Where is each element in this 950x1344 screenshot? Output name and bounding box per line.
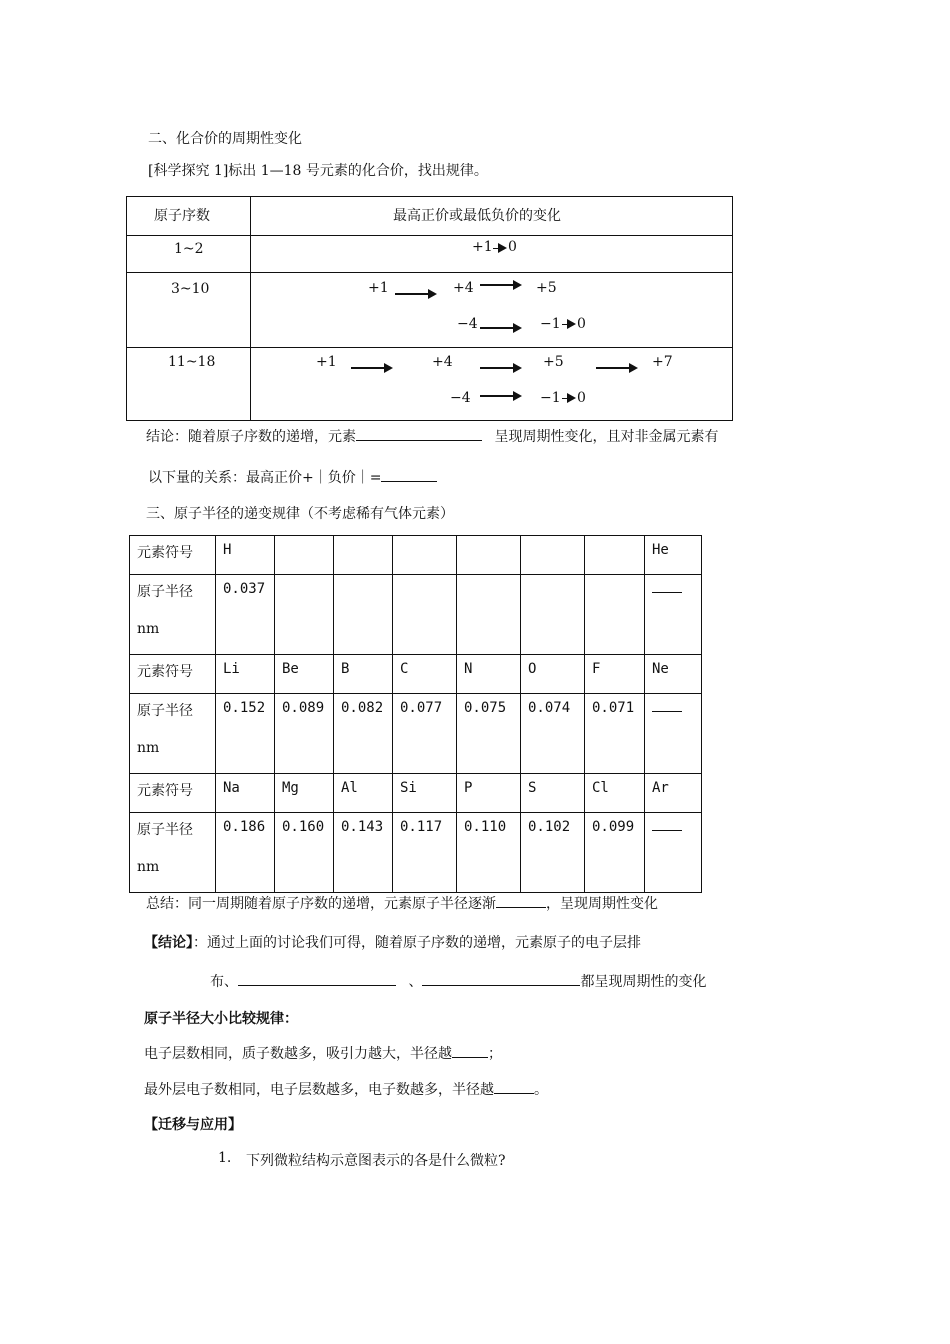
conclusion1-text-b: 呈现周期性变化，且对非金属元素有 <box>494 429 719 445</box>
blank-radius-trend[interactable] <box>496 893 546 908</box>
atomic-radius[interactable] <box>275 575 334 655</box>
valence-value: +1 <box>316 354 337 370</box>
atomic-radius: 0.099 <box>585 813 645 893</box>
valence-value: +1 <box>472 239 493 255</box>
symbol-label: 元素符号 <box>130 774 216 813</box>
element-symbol: F <box>585 655 645 694</box>
table-row <box>130 813 702 893</box>
rule1-line <box>144 1043 502 1063</box>
element-symbol: Cl <box>585 774 645 813</box>
element-symbol: Na <box>216 774 275 813</box>
table-row <box>130 694 702 774</box>
section3-title: 三、原子半径的递变规律（不考虑稀有气体元素） <box>146 506 454 522</box>
atomic-radius: 0.074 <box>521 694 585 774</box>
conclusion1-line1 <box>146 426 718 446</box>
element-symbol: Mg <box>275 774 334 813</box>
valence-value: −1 <box>540 390 561 406</box>
valence-table <box>126 196 733 421</box>
atomic-radius[interactable] <box>585 575 645 655</box>
section2-title: 二、化合价的周期性变化 <box>148 131 302 147</box>
atomic-radius: 0.110 <box>457 813 521 893</box>
rule1-text-b: ； <box>488 1046 502 1062</box>
atomic-radius <box>645 813 702 893</box>
atomic-radius: 0.077 <box>393 694 457 774</box>
valence-row-range: 1~2 <box>174 241 204 257</box>
atomic-radius: 0.186 <box>216 813 275 893</box>
valence-value: 0 <box>577 390 586 406</box>
blank-periodic-property-2[interactable] <box>422 971 580 986</box>
rule-title: 原子半径大小比较规律： <box>144 1011 298 1027</box>
element-symbol: Li <box>216 655 275 694</box>
atomic-radius: 0.082 <box>334 694 393 774</box>
valence-value: +4 <box>453 280 474 296</box>
atomic-radius <box>645 575 702 655</box>
element-symbol[interactable] <box>275 536 334 575</box>
atomic-radius[interactable] <box>457 575 521 655</box>
valence-value: 0 <box>508 239 517 255</box>
atomic-radius: 0.071 <box>585 694 645 774</box>
radius-table <box>129 535 702 893</box>
valence-value: −1 <box>540 316 561 332</box>
conclusion2-text-a: ：通过上面的讨论我们可得，随着原子序数的递增，元素原子的电子层排 <box>193 935 641 951</box>
element-symbol[interactable] <box>457 536 521 575</box>
conclusion2-text-b: 布、 <box>210 974 238 990</box>
conclusion1-text-a: 结论：随着原子序数的递增，元素 <box>146 429 356 445</box>
table-row <box>130 655 702 694</box>
valence-value: +4 <box>432 354 453 370</box>
element-symbol[interactable] <box>585 536 645 575</box>
element-symbol: S <box>521 774 585 813</box>
atomic-radius: 0.075 <box>457 694 521 774</box>
element-symbol: C <box>393 655 457 694</box>
conclusion2-line1 <box>144 932 641 952</box>
rule1-text-a: 电子层数相同，质子数越多，吸引力越大，半径越 <box>144 1046 452 1062</box>
atomic-radius[interactable] <box>393 575 457 655</box>
radius-label: 原子半径 nm <box>130 694 216 774</box>
question1-text: 下列微粒结构示意图表示的各是什么微粒? <box>246 1153 506 1169</box>
conclusion-label: 【结论】 <box>144 935 193 951</box>
atomic-radius: 0.152 <box>216 694 275 774</box>
table-row <box>130 774 702 813</box>
blank-periodic-property-1[interactable] <box>238 971 396 986</box>
element-symbol: B <box>334 655 393 694</box>
element-symbol: Ne <box>645 655 702 694</box>
element-symbol[interactable] <box>521 536 585 575</box>
atomic-radius: 0.160 <box>275 813 334 893</box>
element-symbol: Si <box>393 774 457 813</box>
radius-label: 原子半径 nm <box>130 575 216 655</box>
summary-text-a: 总结：同一周期随着原子序数的递增，元素原子半径逐渐 <box>146 896 496 912</box>
rule2-text-b: 。 <box>534 1082 548 1098</box>
explore-label: [科学探究 1]标出 1—18 号元素的化合价，找出规律。 <box>148 163 488 179</box>
valence-value: −4 <box>457 316 478 332</box>
valence-row-range: 11~18 <box>168 354 216 370</box>
valence-value: +7 <box>652 354 673 370</box>
element-symbol: Al <box>334 774 393 813</box>
valence-value: +5 <box>543 354 564 370</box>
atomic-radius: 0.102 <box>521 813 585 893</box>
conclusion2-text-c: 、 <box>408 974 423 990</box>
summary-line <box>146 893 658 913</box>
summary-text-b: ，呈现周期性变化 <box>546 896 658 912</box>
atomic-radius: 0.117 <box>393 813 457 893</box>
atomic-radius[interactable] <box>521 575 585 655</box>
dash-mark <box>652 830 682 831</box>
atomic-radius: 0.037 <box>216 575 275 655</box>
valence-header-number: 原子序数 <box>154 208 210 224</box>
conclusion1-line2 <box>148 467 437 487</box>
atomic-radius <box>645 694 702 774</box>
rule2-text-a: 最外层电子数相同，电子层数越多，电子数越多，半径越 <box>144 1082 494 1098</box>
apply-title: 【迁移与应用】 <box>144 1117 242 1133</box>
radius-label: 原子半径 nm <box>130 813 216 893</box>
element-symbol: Be <box>275 655 334 694</box>
element-symbol[interactable] <box>393 536 457 575</box>
blank-valence-sum[interactable] <box>381 467 437 482</box>
valence-row-range: 3~10 <box>171 281 210 297</box>
dash-mark <box>652 711 682 712</box>
valence-value: +1 <box>368 280 389 296</box>
table-row <box>130 536 702 575</box>
element-symbol[interactable] <box>334 536 393 575</box>
element-symbol: O <box>521 655 585 694</box>
conclusion2-text-d: 都呈现周期性的变化 <box>580 974 707 990</box>
blank-rule2[interactable] <box>494 1079 534 1094</box>
dash-mark <box>652 592 682 593</box>
symbol-label: 元素符号 <box>130 536 216 575</box>
blank-element-property[interactable] <box>356 426 482 441</box>
element-symbol: P <box>457 774 521 813</box>
conclusion2-line2 <box>210 971 706 991</box>
question1-number: 1. <box>218 1150 232 1166</box>
element-symbol: Ar <box>645 774 702 813</box>
element-symbol: H <box>216 536 275 575</box>
rule2-line <box>144 1079 548 1099</box>
valence-value: −4 <box>450 390 471 406</box>
valence-value: 0 <box>577 316 586 332</box>
symbol-label: 元素符号 <box>130 655 216 694</box>
atomic-radius[interactable] <box>334 575 393 655</box>
element-symbol: N <box>457 655 521 694</box>
blank-rule1[interactable] <box>452 1043 488 1058</box>
atomic-radius: 0.089 <box>275 694 334 774</box>
valence-value: +5 <box>536 280 557 296</box>
valence-header-change: 最高正价或最低负价的变化 <box>393 208 561 224</box>
conclusion1-text-c: 以下量的关系：最高正价+｜负价｜= <box>148 470 382 486</box>
table-row <box>130 575 702 655</box>
atomic-radius: 0.143 <box>334 813 393 893</box>
element-symbol: He <box>645 536 702 575</box>
